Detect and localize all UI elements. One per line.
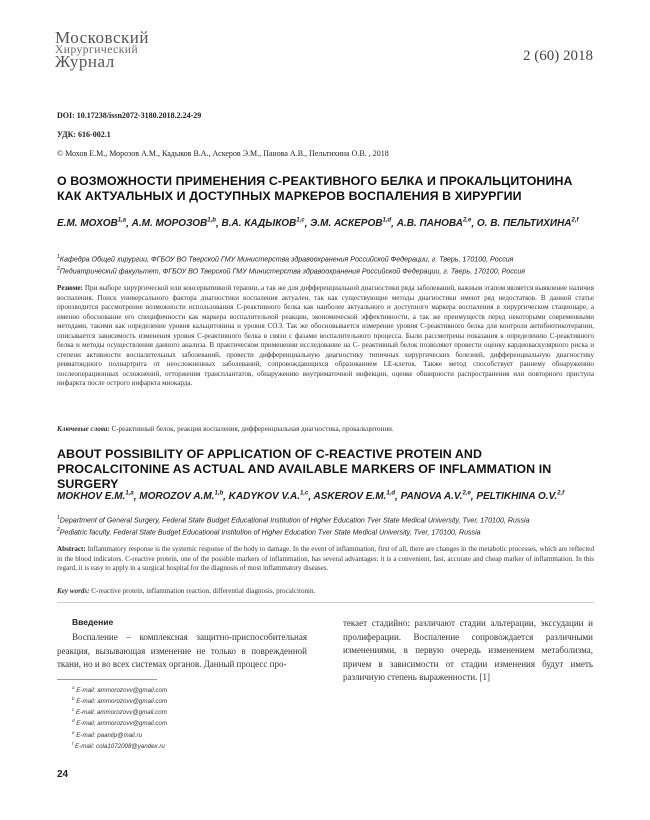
footnote-a: $^a$ E-mail: ammorozovv@gmail.com <box>72 685 168 695</box>
body-column-1: Воспаление – комплексная защитно-приспособительная реакция, вызывающая изменение не только в поврежденной ткани, но и во всех системах органов. Данный процесс про- <box>57 632 307 669</box>
section-divider <box>57 602 594 603</box>
abstract-ru-label: Резюме: <box>57 284 83 292</box>
footnote-e: $^e$ E-mail: paanlip@mail.ru <box>72 729 143 739</box>
author-en-6: PELTIKHINA O.V.$^{2,f}$ <box>476 491 565 503</box>
abstract-en-text: Inflammatory response is the systemic response of the body to damage. In the event of inflammation, first of all, there are changes in the metabolic processes, which are reflected in the blood indicators. C-reactive protein, one of the possible markers of inflammation, has several advantages: it is a convenient, fast, accurate and cheap marker of inflammation. In this regard, it is easy to apply in a surgical hospital for the diagnosis of most inflammatory diseases. <box>57 545 594 572</box>
footnote-d: $^d$ E-mail: ammorozovv@gmail.com <box>72 718 168 728</box>
affiliations-en <box>57 513 597 538</box>
author-en-4: ASKEROV E.M.$^{1,d}$ <box>313 491 395 503</box>
author-ru-2: А.М. МОРОЗОВ$^{1,b}$ <box>131 218 216 230</box>
abstract-ru <box>57 284 594 389</box>
journal-logo <box>55 28 175 71</box>
footnotes <box>72 684 167 751</box>
keywords-en-label: Key words: <box>57 587 90 595</box>
abstract-ru-text: При выборе хирургической или консервативной терапии, а так же для дифференциальной диагностики ряда заболеваний, важным этапом является выявление наличия воспаления. Поиск универсального фактора диагностики воспаления актуален, так как существующие методы диагностики имеют ряд недостатков. В данной статье производится рассмотрение возможности использования С-реактивного белка как наиболее актуального и доступного маркера воспаления в хирургическом стационаре, а именно обоснование его специфичности как маркера воспалительной реакции, экономической эффективности, а так же преимуществ перед некоторыми современными методами, такими как определение уровня кальцитонина и уровня СОЭ. Так же обосновывается измерение уровня С-реактивного белка для контроля антибиотикотерапии, описывается зависимость изменения уровня С-реактивного белка в связи с фазами воспалительного процесса. Были рассмотрены показания к определению С-реактивного белка и методы осуществления данного анализа. В практическом применении исследование на С- реактивный белок позволяют провести оценку кардиоваскулярного риска и степени активности воспалительных заболеваний, провести дифференциальную диагностику типичных хирургических болезней, дифференциальную диагностику ревматоидного полиартрита от неосложненных заболеваний, сопровождающихся образованием LE-клеток. Также метод способствует раннему обнаружению послеоперационных осложнений, отторжения трансплантатов, обнаружению внутриматочной инфекции, оценке обширности распространения или повторного приступа инфаркта после острого инфаркта миокарда. <box>57 284 594 387</box>
logo-line-1: Московский <box>55 28 149 47</box>
author-en-3: KADYKOV V.A.$^{1,c}$ <box>228 491 309 503</box>
authors-ru: Е.М. МОХОВ$^{1,a}$, А.М. МОРОЗОВ$^{1,b}$, В.А. КАДЫКОВ$^{1,c}$, Э.М. АСКЕРОВ$^{1,d}$, А.В. ПАНОВА$^{2,e}$, О. В. ПЕЛЬТИХИНА$^{2,f}$ <box>57 218 579 230</box>
keywords-ru-text: С-реактивный белок, реакция воспаления, дифференциальная диагностика, прокальцитонин. <box>111 425 394 433</box>
article-title-ru: О ВОЗМОЖНОСТИ ПРИМЕНЕНИЯ С-РЕАКТИВНОГО БЕЛКА И ПРОКАЛЬЦИТОНИНА КАК АКТУАЛЬНЫХ И ДОСТУПНЫХ МАРКЕРОВ ВОСПАЛЕНИЯ В ХИРУРГИИ <box>57 174 573 203</box>
affiliation-en-2: $^2$Pediatric faculty, Federal State Budget Educational Institution of Higher Education Tver State Medical University, Tver, 170100, Russia <box>57 527 481 537</box>
author-ru-1: Е.М. МОХОВ$^{1,a}$ <box>57 218 127 230</box>
abstract-en-label: Abstract: <box>57 545 86 553</box>
author-ru-6: О. В. ПЕЛЬТИХИНА$^{2,f}$ <box>476 218 579 230</box>
author-en-1: MOKHOV E.M.$^{1,a}$ <box>57 491 134 503</box>
keywords-ru <box>57 425 594 433</box>
affiliation-ru-1: $^1$Кафедра Общей хирургии, ФГБОУ ВО Тверской ГМУ Министерства здравоохранения Российской Федерации, г. Тверь, 170100, Россия <box>57 254 514 264</box>
affiliation-ru-2: $^2$Педиатрический факультет, ФГБОУ ВО Тверской ГМУ Министерства здравоохранения Российской Федерации, г. Тверь, 170100, Россия <box>57 266 526 276</box>
doi: DOI: 10.17238/issn2072-3180.2018.2.24-29 <box>57 111 202 120</box>
issue-number: 2 (60) 2018 <box>523 48 593 64</box>
footnote-b: $^b$ E-mail: ammorozovv@gmail.com <box>72 696 168 706</box>
author-ru-4: Э.М. АСКЕРОВ$^{1,d}$ <box>310 218 392 230</box>
footnote-c: $^c$ E-mail: ammorozovv@gmail.com <box>72 707 167 717</box>
footnote-rule <box>57 679 157 680</box>
logo-line-2: Хирургический <box>55 44 139 56</box>
udc: УДК: 616-002.1 <box>57 130 111 139</box>
copyright: © Мохов Е.М., Морозов А.М., Кадыков В.А., Аскеров Э.М., Панова А.В., Пельтихина О.В. , 2018 <box>57 149 389 158</box>
affiliations-ru <box>57 252 597 277</box>
author-ru-3: В.А. КАДЫКОВ$^{1,c}$ <box>221 218 305 230</box>
page-number: 24 <box>57 769 69 780</box>
authors-en: MOKHOV E.M.$^{1,a}$, MOROZOV A.M.$^{1,b}$, KADYKOV V.A.$^{1,c}$, ASKEROV E.M.$^{1,d}$, PANOVA A.V.$^{2,e}$, PELTIKHINA O.V.$^{2,f}$ <box>57 491 565 503</box>
article-title-en: ABOUT POSSIBILITY OF APPLICATION OF C-REACTIVE PROTEIN AND PROCALCITONINE AS ACTUAL AND AVAILABLE MARKERS OF INFLAMMATION IN SURGERY <box>57 447 552 491</box>
body-column-2: текает стадийно: различают стадии альтерации, экссудации и пролиферации. Воспаление сопровождается различными изменениями, в первую очередь изменением метаболизма, причем в зависимости от стадии изменения будут иметь различную степень выраженности. [1] <box>343 618 593 682</box>
keywords-en-text: C-reactive protein, inflammation reaction, differential diagnosis, procalcitonin. <box>91 587 316 595</box>
keywords-ru-label: Ключевые слова: <box>57 425 110 433</box>
author-ru-5: А.В. ПАНОВА$^{2,e}$ <box>396 218 472 230</box>
keywords-en <box>57 587 594 595</box>
footnote-f: $^f$ E-mail: cola1072008@yandex.ru <box>72 740 165 750</box>
affiliation-en-1: $^1$Department of General Surgery, Federal State Budget Educational Institution of Higher Education Tver State Medical University, Tver, 170100, Russia <box>57 515 530 525</box>
author-en-2: MOROZOV A.M.$^{1,b}$ <box>139 491 224 503</box>
section-title-intro: Введение <box>72 617 114 627</box>
abstract-en <box>57 545 594 574</box>
author-en-5: PANOVA A.V.$^{2,e}$ <box>400 491 471 503</box>
logo-line-3: Журнал <box>55 52 115 71</box>
